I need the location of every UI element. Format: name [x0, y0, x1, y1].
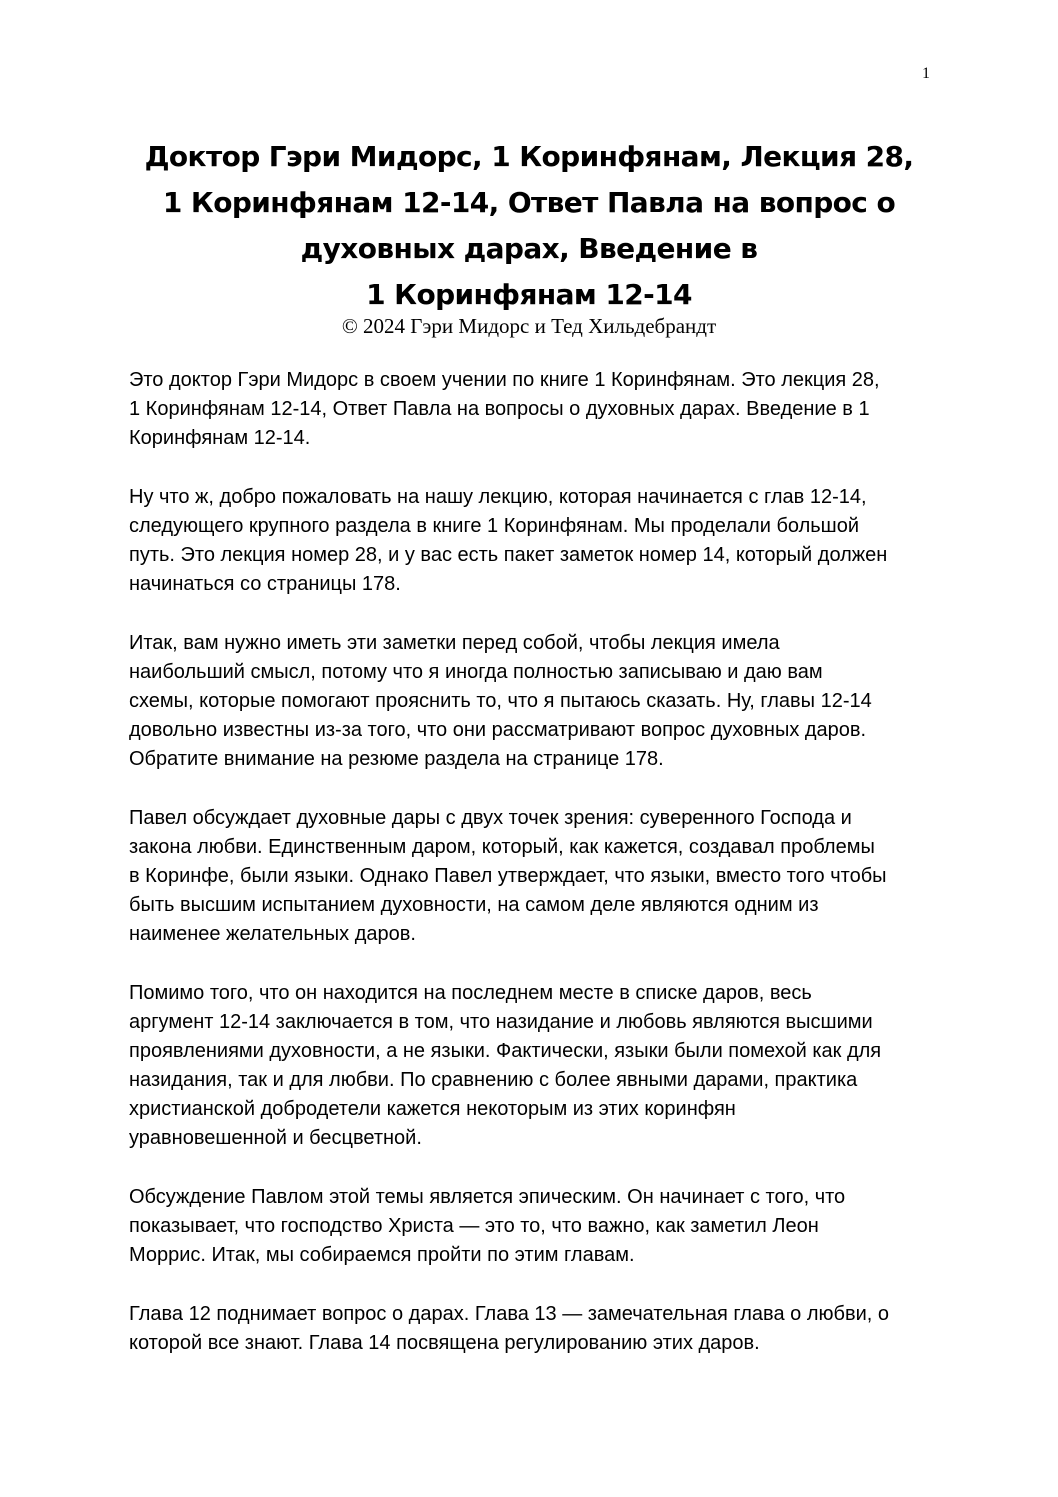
- text-line: 1 Коринфянам 12-14, Ответ Павла на вопросы о духовных дарах. Введение в 1: [129, 398, 870, 420]
- text-line: уравновешенной и бесцветной.: [129, 1127, 422, 1149]
- paragraph: [129, 1183, 941, 1270]
- text-line: христианской добродетели кажется некоторым из этих коринфян: [129, 1098, 736, 1120]
- title-line: Доктор Гэри Мидорс, 1 Коринфянам, Лекция 28,: [144, 140, 914, 173]
- text-line: Коринфянам 12-14.: [129, 427, 311, 449]
- text-line: аргумент 12-14 заключается в том, что назидание и любовь являются высшими: [129, 1011, 873, 1033]
- text-line: довольно известны из-за того, что они рассматривают вопрос духовных даров.: [129, 719, 867, 741]
- text-line: быть высшим испытанием духовности, на самом деле являются одним из: [129, 894, 819, 916]
- paragraph: [129, 1300, 941, 1358]
- text-line: Это доктор Гэри Мидорс в своем учении по книге 1 Коринфянам. Это лекция 28,: [129, 369, 880, 391]
- paragraph: [129, 629, 941, 774]
- body-text: [129, 366, 941, 1388]
- text-line: в Коринфе, были языки. Однако Павел утверждает, что языки, вместо того чтобы: [129, 865, 887, 887]
- text-line: Павел обсуждает духовные дары с двух точек зрения: суверенного Господа и: [129, 807, 852, 829]
- text-line: Итак, вам нужно иметь эти заметки перед собой, чтобы лекция имела: [129, 632, 780, 654]
- text-line: наибольший смысл, потому что я иногда полностью записываю и даю вам: [129, 661, 823, 683]
- text-line: закона любви. Единственным даром, который, как кажется, создавал проблемы: [129, 836, 875, 858]
- text-line: которой все знают. Глава 14 посвящена регулированию этих даров.: [129, 1332, 760, 1354]
- text-line: показывает, что господство Христа — это то, что важно, как заметил Леон: [129, 1215, 819, 1237]
- text-line: Обсуждение Павлом этой темы является эпическим. Он начинает с того, что: [129, 1186, 846, 1208]
- text-line: Моррис. Итак, мы собираемся пройти по этим главам.: [129, 1244, 635, 1266]
- text-line: следующего крупного раздела в книге 1 Коринфянам. Мы проделали большой: [129, 515, 860, 537]
- text-line: проявлениями духовности, а не языки. Фактически, языки были помехой как для: [129, 1040, 882, 1062]
- paragraph: [129, 366, 941, 453]
- page-number: 1: [922, 65, 930, 82]
- text-line: начинаться со страницы 178.: [129, 573, 401, 595]
- paragraph: [129, 804, 941, 949]
- text-line: назидания, так и для любви. По сравнению с более явными дарами, практика: [129, 1069, 858, 1091]
- text-line: схемы, которые помогают прояснить то, что я пытаюсь сказать. Ну, главы 12-14: [129, 690, 872, 712]
- title-block: [110, 134, 948, 339]
- title-line: 1 Коринфянам 12-14, Ответ Павла на вопрос о: [162, 186, 896, 219]
- copyright-notice: © 2024 Гэри Мидорс и Тед Хильдебрандт: [341, 314, 717, 338]
- title-line: духовных дарах, Введение в: [300, 232, 758, 265]
- title-line: 1 Коринфянам 12-14: [366, 278, 692, 311]
- paragraph: [129, 483, 941, 599]
- text-line: Ну что ж, добро пожаловать на нашу лекцию, которая начинается с глав 12-14,: [129, 486, 867, 508]
- text-line: путь. Это лекция номер 28, и у вас есть пакет заметок номер 14, который должен: [129, 544, 888, 566]
- text-line: Обратите внимание на резюме раздела на странице 178.: [129, 748, 664, 770]
- text-line: Глава 12 поднимает вопрос о дарах. Глава 13 — замечательная глава о любви, о: [129, 1303, 889, 1325]
- text-line: Помимо того, что он находится на последнем месте в списке даров, весь: [129, 982, 812, 1004]
- text-line: наименее желательных даров.: [129, 923, 416, 945]
- paragraph: [129, 979, 941, 1153]
